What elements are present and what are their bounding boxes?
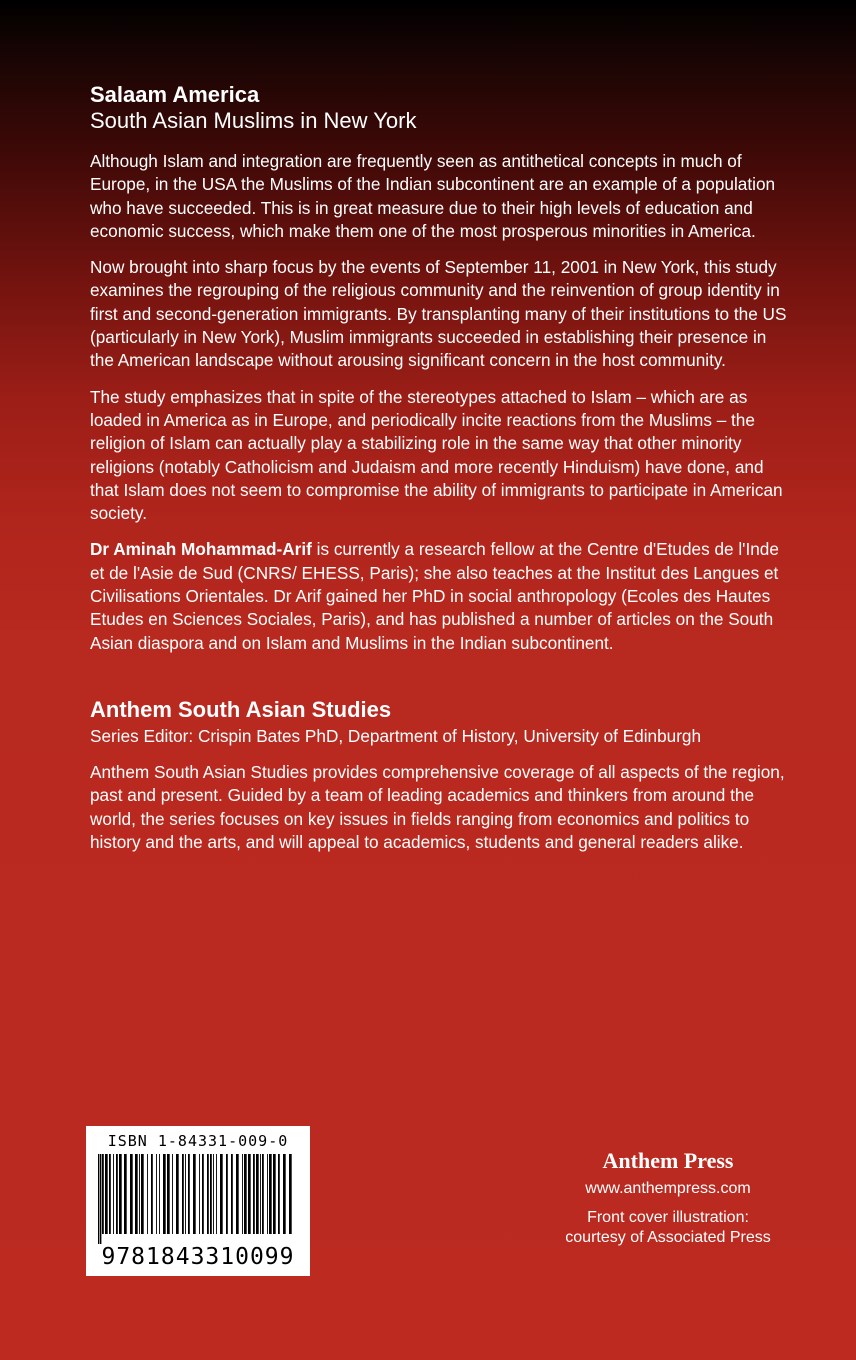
barcode-bar: [156, 1154, 157, 1234]
cover-credit: [540, 1208, 796, 1248]
series-editor: Series Editor: Crispin Bates PhD, Department of History, University of Edinburgh: [90, 725, 702, 746]
barcode-bar: [113, 1154, 114, 1234]
barcode-bar: [216, 1154, 217, 1234]
barcode-bar: [188, 1154, 190, 1234]
barcode-bar: [109, 1154, 111, 1234]
barcode-bar: [159, 1154, 160, 1234]
barcode-bar: [231, 1154, 233, 1234]
author-name: Dr Aminah Mohammad-Arif: [90, 539, 312, 560]
barcode-bar: [283, 1154, 286, 1234]
barcode-bar: [172, 1154, 173, 1234]
barcode-bar: [102, 1154, 104, 1234]
barcode-bar: [256, 1154, 259, 1234]
barcode-bar: [248, 1154, 251, 1234]
book-title: Salaam America: [90, 82, 260, 107]
barcode-bar: [244, 1154, 247, 1234]
author-bio: [90, 538, 790, 654]
isbn-barcode: [86, 1126, 310, 1276]
ean-number: 9781843310099: [101, 1244, 295, 1270]
barcode-bar: [163, 1154, 166, 1234]
barcode-bar: [207, 1154, 209, 1234]
publisher-name: Anthem Press: [602, 1148, 734, 1173]
barcode-bar: [273, 1154, 276, 1234]
barcode-bar: [260, 1154, 261, 1234]
publisher-url: www.anthempress.com: [585, 1180, 751, 1197]
barcode-bar: [119, 1154, 122, 1234]
barcode-bar: [253, 1154, 255, 1234]
barcode-bar: [236, 1154, 239, 1234]
barcode-bar: [199, 1154, 200, 1234]
barcode-bar: [176, 1154, 179, 1234]
barcode-bar: [262, 1154, 264, 1234]
blurb-paragraph-1: Although Islam and integration are frequently seen as antithetical concepts in much of Europe, in the USA the Muslims of the Indian subcontinent are an example of a population who have succeeded. This is in great measure due to their high levels of education and economic success, which make them one of the most prosperous minorities in America.: [90, 151, 776, 241]
blurb-paragraph-2: Now brought into sharp focus by the events of September 11, 2001 in New York, this study examines the regrouping of the religious community and the reinvention of group identity in first and second-generation immigrants. By transplanting many of their institutions to the US (particularly in New York), Muslim immigrants succeeded in establishing their presence in the American landscape without arousing significant concern in the host community.: [90, 257, 787, 371]
publisher-block: [540, 1148, 796, 1248]
cover-credit-line-1: Front cover illustration:: [587, 1209, 749, 1226]
barcode-bar: [267, 1154, 268, 1234]
series-description: Anthem South Asian Studies provides comprehensive coverage of all aspects of the region, past and present. Guided by a team of leading academics and thinkers from around the world, the series focuses on key issues in fields ranging from economics and politics to history and the arts, and will appeal to academics, students and general readers alike.: [90, 761, 785, 852]
barcode-bar: [289, 1154, 292, 1234]
barcode-bar: [167, 1154, 170, 1234]
barcode-bar: [151, 1154, 153, 1234]
barcode-bar: [185, 1154, 186, 1234]
author-bio-text: is currently a research fellow at the Centre d'Etudes de l'Inde et de l'Asie de Sud (CNRS/ EHESS, Paris); she also teaches at the Institut des Langues et Civilisations Orientales. Dr Arif gained her PhD in social anthropology (Ecoles des Hautes Etudes en Sciences Sociales, Paris), and has published a number of articles on the South Asian diaspora and on Islam and Muslims in the Indian subcontinent.: [90, 539, 779, 653]
barcode-bar: [105, 1154, 108, 1234]
barcode-bar: [124, 1154, 127, 1234]
barcode-bar: [220, 1154, 223, 1234]
barcode-bar: [226, 1154, 228, 1234]
barcode-bar: [269, 1154, 272, 1234]
barcode-guard-bar: [100, 1154, 101, 1244]
book-subtitle: South Asian Muslims in New York: [90, 108, 417, 133]
barcode-bar: [147, 1154, 148, 1234]
barcode-bars: [96, 1154, 300, 1244]
barcode-bar: [139, 1154, 140, 1234]
barcode-bar: [141, 1154, 144, 1234]
series-title: Anthem South Asian Studies: [90, 696, 392, 722]
barcode-bar: [130, 1154, 133, 1234]
isbn-label: ISBN 1-84331-009-0: [107, 1132, 289, 1150]
barcode-bar: [135, 1154, 138, 1234]
cover-credit-line-2: courtesy of Associated Press: [565, 1229, 771, 1246]
barcode-bar: [202, 1154, 204, 1234]
barcode-bar: [213, 1154, 214, 1234]
barcode-bar: [193, 1154, 196, 1234]
back-cover-content: [90, 82, 790, 867]
barcode-bar: [242, 1154, 243, 1234]
barcode-bar: [182, 1154, 184, 1234]
blurb-paragraph-3: The study emphasizes that in spite of the stereotypes attached to Islam – which are as loaded in America as in Europe, and periodically incite reactions from the Muslims – the religion of Islam can actually play a stabilizing role in the same way that other minority religions (notably Catholicism and Judaism and more recently Hinduism) have done, and that Islam does not seem to compromise the ability of immigrants to participate in American society.: [90, 386, 783, 524]
barcode-bar: [116, 1154, 118, 1234]
barcode-bar: [278, 1154, 280, 1234]
barcode-bar: [210, 1154, 212, 1234]
barcode-guard-bar: [98, 1154, 99, 1244]
